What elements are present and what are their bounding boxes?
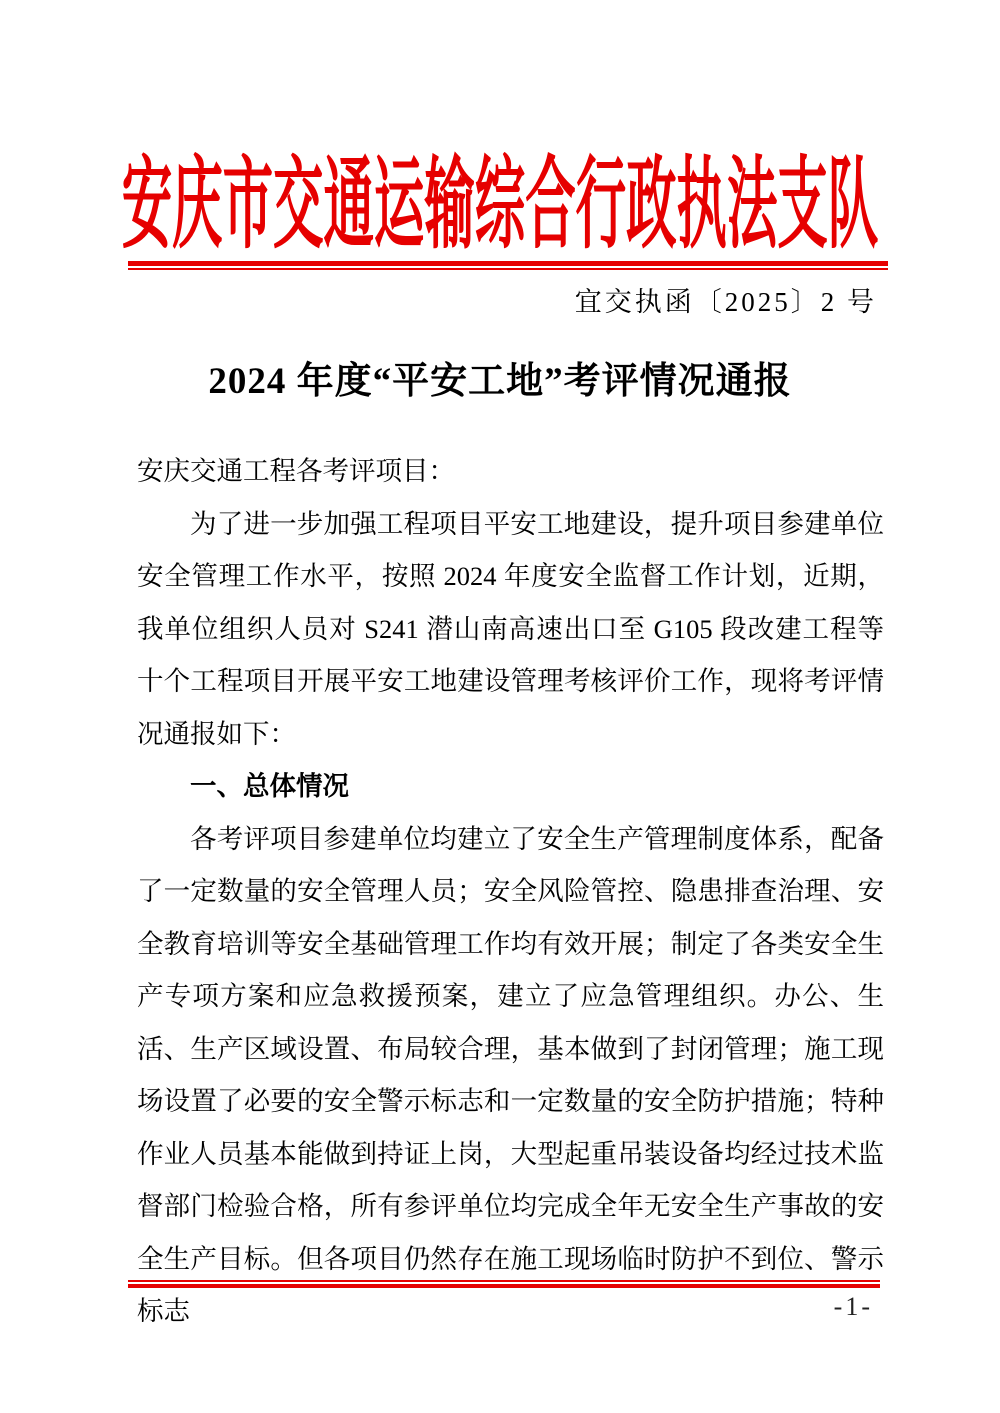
letterhead	[0, 134, 1000, 262]
header-divider-thin-line	[128, 268, 888, 270]
page-number: -1-	[833, 1292, 873, 1321]
document-title: 2024 年度“平安工地”考评情况通报	[208, 361, 792, 402]
document-body	[137, 445, 884, 1338]
section-heading-overall-situation: 一、总体情况	[190, 771, 349, 801]
paragraph-intro: 为了进一步加强工程项目平安工地建设，提升项目参建单位安全管理工作水平，按照 2024 年度安全监督工作计划，近期，我单位组织人员对 S241 潜山南高速出口至 G105 段改建工程等十个工程项目开展平安工地建设管理考核评价工作，现将考评情况通报如下：	[137, 508, 884, 749]
paragraph-overall-situation: 各考评项目参建单位均建立了安全生产管理制度体系，配备了一定数量的安全管理人员；安全风险管控、隐患排查治理、安全教育培训等安全基础管理工作均有效开展；制定了各类安全生产专项方案和应急救援预案，建立了应急管理组织。办公、生活、生产区域设置、布局较合理，基本做到了封闭管理；施工现场设置了必要的安全警示标志和一定数量的安全防护措施；特种作业人员基本能做到持证上岗，大型起重吊装设备均经过技术监督部门检验合格，所有参评单位均完成全年无安全生产事故的安全生产目标。但各项目仍然存在施工现场临时防护不到位、警示标志	[137, 823, 884, 1326]
footer-divider-thick-line	[128, 1284, 880, 1288]
document-number: 宜交执函〔2025〕2 号	[574, 287, 877, 317]
footer-divider	[128, 1280, 880, 1288]
org-name: 安庆市交通运输综合行政执法支队	[121, 151, 879, 262]
salutation: 安庆交通工程各考评项目：	[137, 456, 455, 486]
header-divider	[128, 261, 888, 270]
